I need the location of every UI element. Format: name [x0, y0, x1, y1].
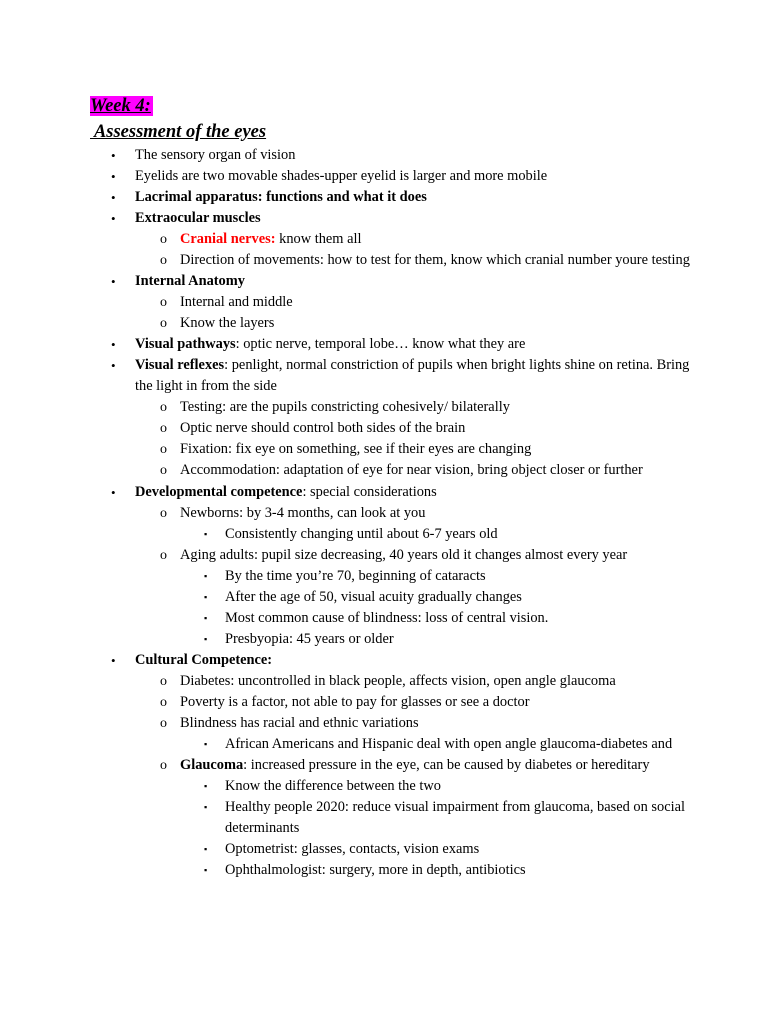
item-text: Consistently changing until about 6-7 years old	[225, 526, 498, 542]
square-bullet-icon: ▪	[204, 634, 208, 644]
sub-list-item	[135, 292, 690, 313]
circle-bullet-icon: o	[160, 695, 167, 710]
item-label: Cranial nerves:	[180, 231, 276, 247]
item-text: Know the layers	[180, 315, 275, 331]
sub-list-item	[135, 250, 690, 271]
bullet-icon: •	[111, 274, 116, 289]
sub-list-item	[135, 397, 690, 418]
sub-list-item	[135, 755, 690, 881]
item-text: Optometrist: glasses, contacts, vision exams	[225, 841, 480, 857]
bullet-list	[90, 145, 690, 881]
item-text: Most common cause of blindness: loss of central vision.	[225, 610, 549, 626]
square-bullet-icon: ▪	[204, 802, 208, 812]
item-text: After the age of 50, visual acuity gradually changes	[225, 589, 522, 605]
circle-bullet-icon: o	[160, 316, 167, 331]
item-text: Testing: are the pupils constricting cohesively/ bilaterally	[180, 399, 510, 415]
sub-sub-list	[180, 524, 690, 545]
item-text: Aging adults: pupil size decreasing, 40 years old it changes almost every year	[180, 547, 628, 563]
sub-list	[135, 229, 690, 271]
item-text: Cultural Competence:	[135, 652, 273, 668]
item-text: Healthy people 2020: reduce visual impairment from glaucoma, based on social determinants	[225, 799, 685, 836]
item-label: Glaucoma	[180, 757, 244, 773]
item-text: Eyelids are two movable shades-upper eyelid is larger and more mobile	[135, 168, 548, 184]
sub-list-item	[135, 229, 690, 250]
bullet-icon: •	[111, 653, 116, 668]
square-bullet-icon: ▪	[204, 613, 208, 623]
square-bullet-icon: ▪	[204, 739, 208, 749]
sub-sub-list-item	[180, 524, 690, 545]
item-text: : special considerations	[302, 484, 437, 500]
circle-bullet-icon: o	[160, 674, 167, 689]
sub-sub-list	[180, 734, 690, 755]
item-text: Blindness has racial and ethnic variations	[180, 715, 419, 731]
item-text: : optic nerve, temporal lobe… know what they are	[235, 336, 526, 352]
sub-list-item	[135, 545, 690, 650]
circle-bullet-icon: o	[160, 463, 167, 478]
item-text: Ophthalmologist: surgery, more in depth, antibiotics	[225, 862, 526, 878]
item-text: know them all	[275, 231, 362, 247]
circle-bullet-icon: o	[160, 421, 167, 436]
sub-list-item	[135, 671, 690, 692]
item-label: Developmental competence	[135, 484, 303, 500]
bullet-icon: •	[111, 148, 116, 163]
square-bullet-icon: ▪	[204, 844, 208, 854]
item-text: Extraocular muscles	[135, 210, 261, 226]
item-text: Newborns: by 3-4 months, can look at you	[180, 505, 426, 521]
bullet-icon: •	[111, 358, 116, 373]
sub-sub-list-item	[180, 734, 690, 755]
circle-bullet-icon: o	[160, 232, 167, 247]
item-text: Direction of movements: how to test for them, know which cranial number youre testing	[180, 252, 690, 268]
list-item	[90, 334, 690, 355]
item-text: Presbyopia: 45 years or older	[225, 631, 394, 647]
sub-list	[135, 671, 690, 881]
circle-bullet-icon: o	[160, 295, 167, 310]
item-text: : penlight, normal constriction of pupils when bright lights shine on retina. Bring the light in from the side	[135, 357, 690, 394]
square-bullet-icon: ▪	[204, 571, 208, 581]
item-text: Fixation: fix eye on something, see if their eyes are changing	[180, 441, 532, 457]
item-text: Know the difference between the two	[225, 778, 441, 794]
item-text: Accommodation: adaptation of eye for near vision, bring object closer or further	[180, 462, 643, 478]
sub-sub-list-item	[180, 797, 690, 839]
sub-sub-list-item	[180, 629, 690, 650]
sub-sub-list-item	[180, 566, 690, 587]
sub-list	[135, 503, 690, 650]
bullet-icon: •	[111, 169, 116, 184]
week-label	[90, 93, 153, 119]
sub-sub-list	[180, 776, 690, 881]
notes-content	[90, 93, 690, 881]
item-text: The sensory organ of vision	[135, 147, 296, 163]
sub-list-item	[135, 713, 690, 755]
week-heading	[90, 93, 690, 119]
sub-list	[135, 397, 690, 481]
sub-list-item	[135, 692, 690, 713]
sub-list-item	[135, 313, 690, 334]
page-title: Assessment of the eyes	[90, 122, 267, 142]
circle-bullet-icon: o	[160, 548, 167, 563]
item-text: By the time you’re 70, beginning of cataracts	[225, 568, 486, 584]
sub-list-item	[135, 460, 690, 481]
sub-sub-list-item	[180, 608, 690, 629]
item-label: Visual reflexes	[135, 357, 225, 373]
list-item	[90, 650, 690, 881]
item-text: Internal Anatomy	[135, 273, 245, 289]
sub-list	[135, 292, 690, 334]
list-item	[90, 187, 690, 208]
list-item	[90, 271, 690, 334]
item-text: Internal and middle	[180, 294, 293, 310]
item-label: Visual pathways	[135, 336, 236, 352]
item-text: Poverty is a factor, not able to pay for glasses or see a doctor	[180, 694, 530, 710]
bullet-icon: •	[111, 211, 116, 226]
circle-bullet-icon: o	[160, 442, 167, 457]
circle-bullet-icon: o	[160, 716, 167, 731]
sub-sub-list-item	[180, 776, 690, 797]
bullet-icon: •	[111, 190, 116, 205]
bullet-icon: •	[111, 485, 116, 500]
list-item	[90, 482, 690, 650]
sub-sub-list	[180, 566, 690, 650]
week-highlight: Week 4:	[90, 96, 151, 116]
item-text: Lacrimal apparatus: functions and what it does	[135, 189, 427, 205]
list-item	[90, 355, 690, 481]
item-text: Diabetes: uncontrolled in black people, affects vision, open angle glaucoma	[180, 673, 616, 689]
sub-sub-list-item	[180, 860, 690, 881]
sub-list-item	[135, 503, 690, 545]
square-bullet-icon: ▪	[204, 781, 208, 791]
square-bullet-icon: ▪	[204, 592, 208, 602]
square-bullet-icon: ▪	[204, 529, 208, 539]
item-text: Optic nerve should control both sides of the brain	[180, 420, 466, 436]
circle-bullet-icon: o	[160, 253, 167, 268]
sub-sub-list-item	[180, 587, 690, 608]
circle-bullet-icon: o	[160, 758, 167, 773]
sub-sub-list-item	[180, 839, 690, 860]
list-item	[90, 208, 690, 271]
bullet-icon: •	[111, 337, 116, 352]
circle-bullet-icon: o	[160, 506, 167, 521]
circle-bullet-icon: o	[160, 400, 167, 415]
square-bullet-icon: ▪	[204, 865, 208, 875]
list-item	[90, 145, 690, 166]
sub-list-item	[135, 418, 690, 439]
sub-list-item	[135, 439, 690, 460]
item-text: African Americans and Hispanic deal with open angle glaucoma-diabetes and	[225, 736, 673, 752]
list-item	[90, 166, 690, 187]
item-text: : increased pressure in the eye, can be caused by diabetes or hereditary	[243, 757, 650, 773]
